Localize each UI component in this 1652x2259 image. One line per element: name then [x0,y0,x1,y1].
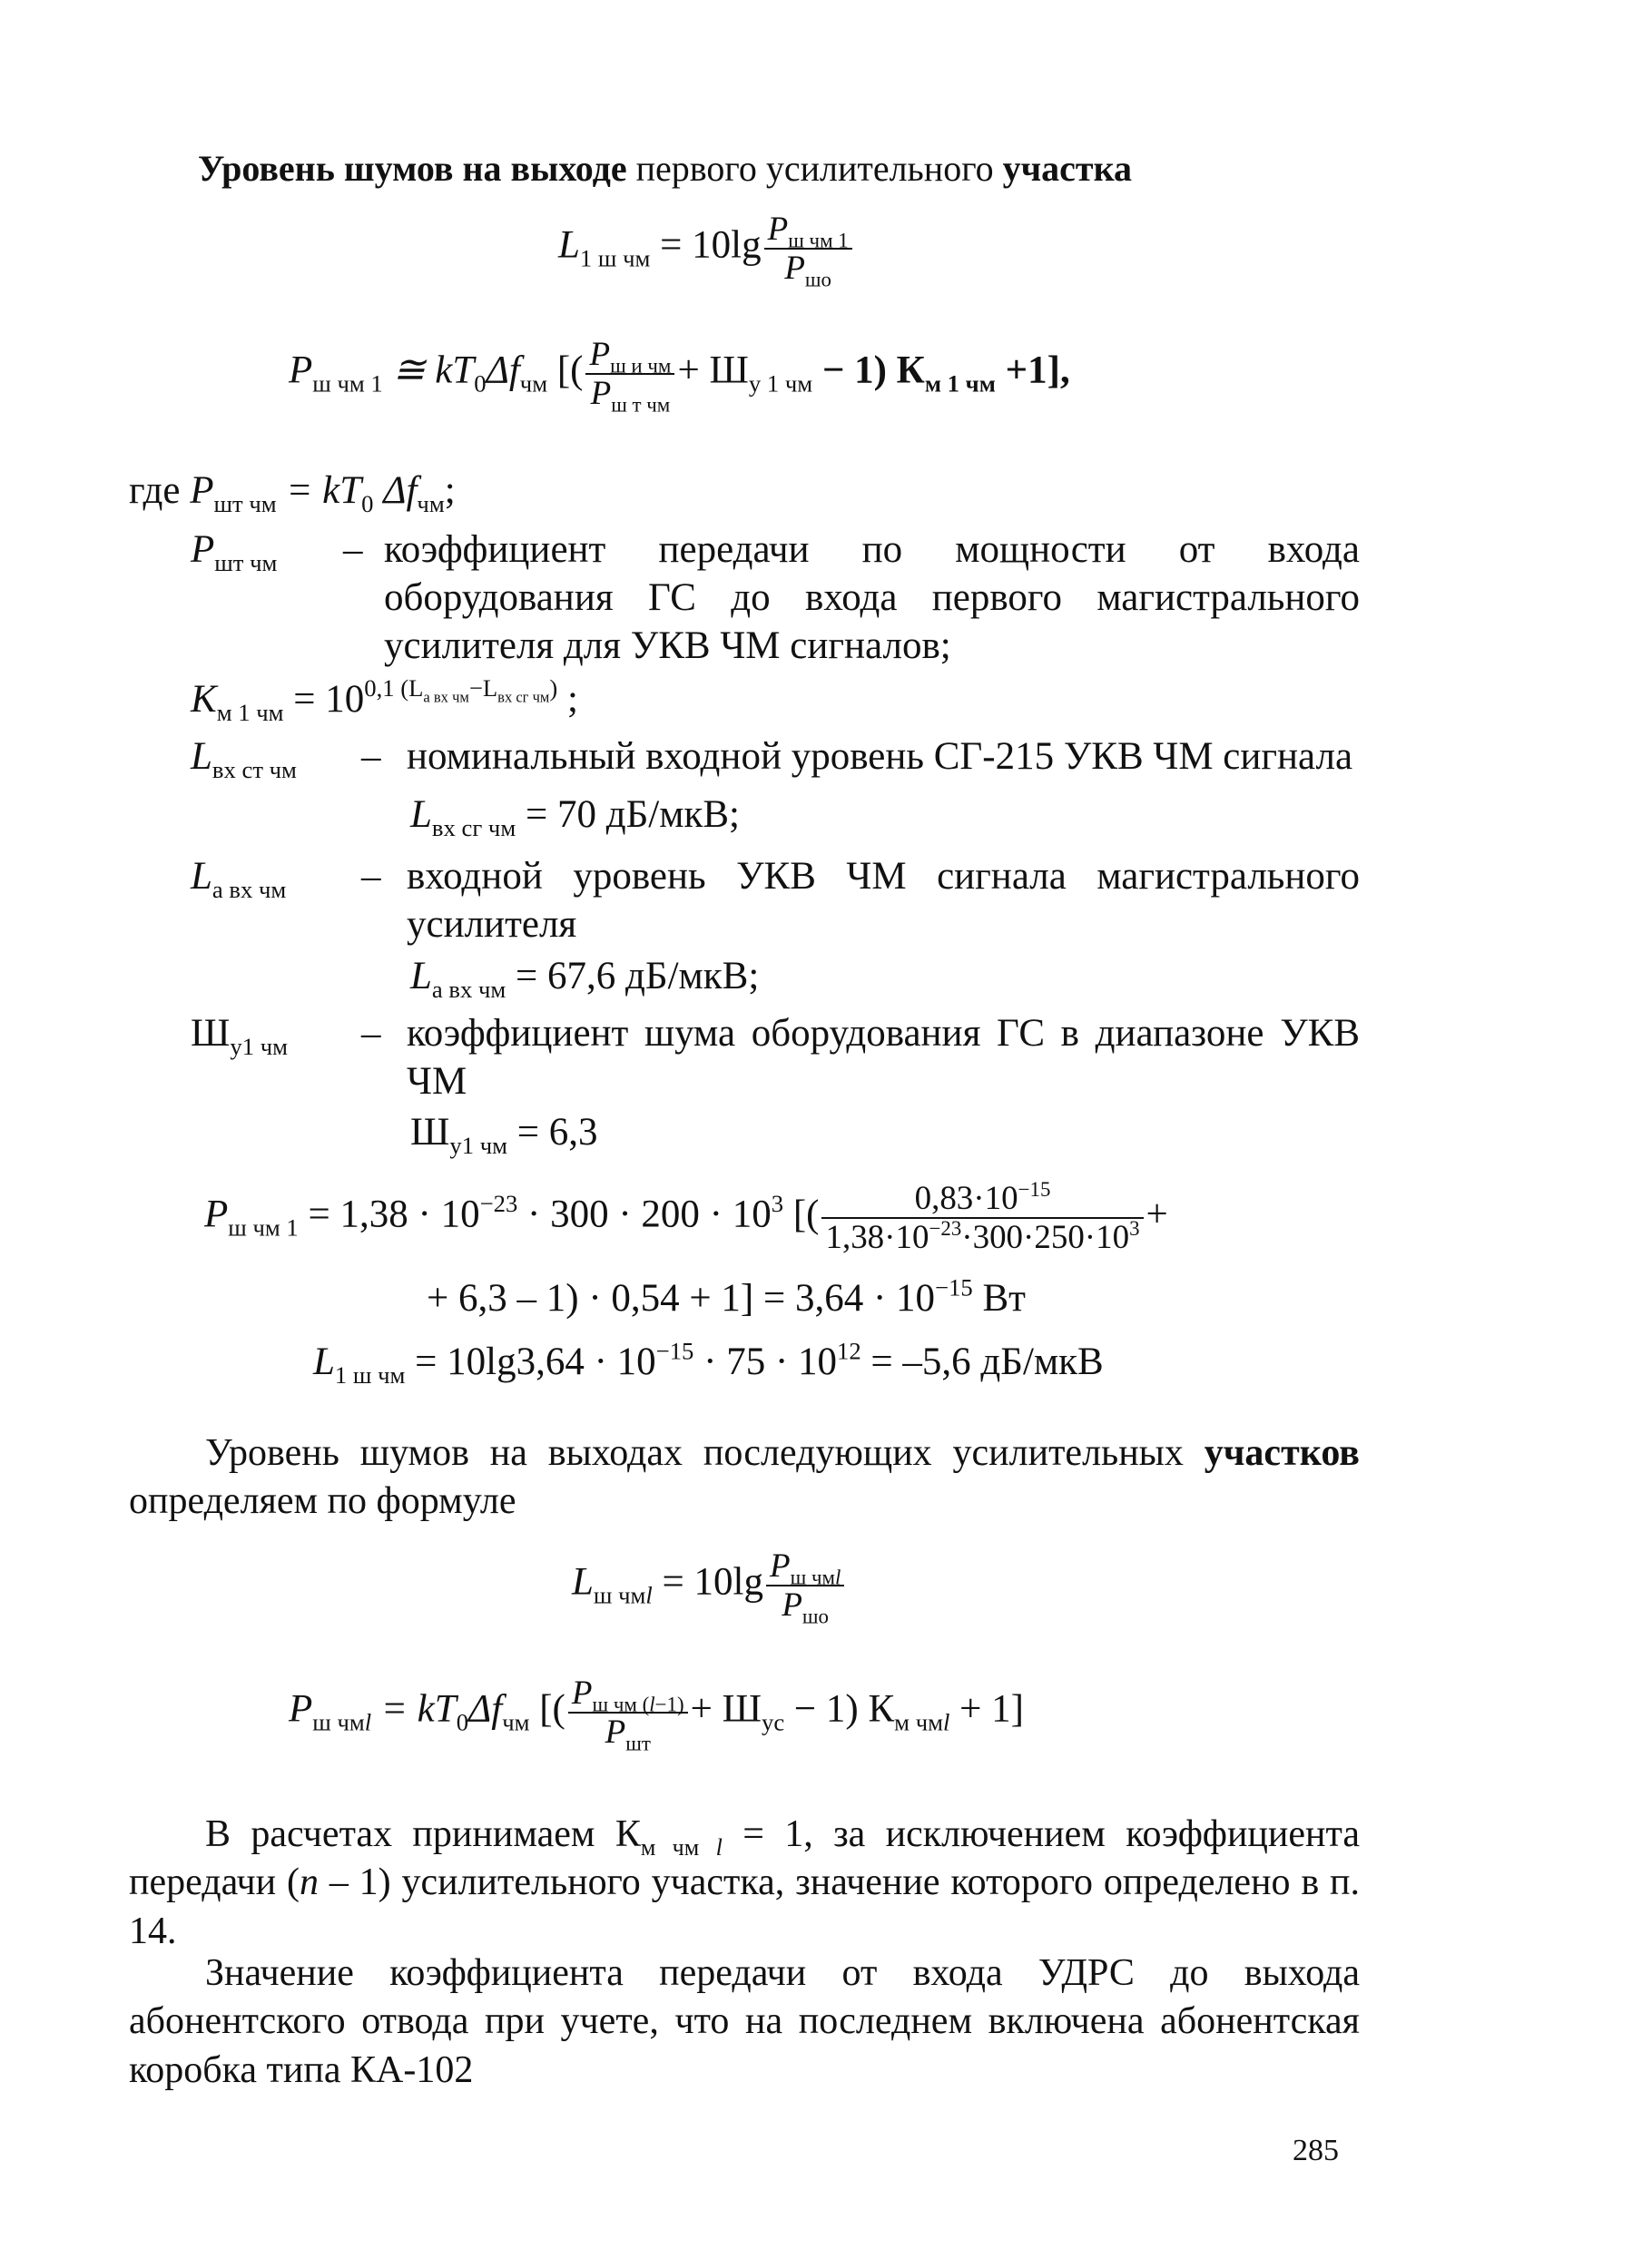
def-k-eq: = 10 [293,678,365,721]
calc1-fraction [821,1177,1143,1255]
def-la-val: = 67,6 дБ/мкВ; [516,955,760,997]
def-sh-val-sym: Ш [410,1111,450,1154]
calc1-num: 0,83·10 [914,1179,1018,1216]
eq2-num-sub: ш и чм [610,354,672,378]
paragraph-2 [129,1811,1360,1956]
eq4-minus-k: − 1) К [793,1687,895,1731]
para2-c: – 1) усилительного участка, значение которого определено в п. 14. [129,1861,1361,1952]
para1-bold: участков [1204,1432,1360,1474]
calc3-exp1: −15 [655,1337,694,1365]
calc-line-1 [204,1177,1168,1255]
eq4-num-l: l [649,1693,655,1716]
def-lvx-sub: вх ст чм [211,756,297,784]
para2-b: = 1, за исключением коэффициента передачи ( [129,1813,1361,1904]
eq2-den-sub: ш т чм [611,393,671,417]
eq3-eq: = 10lg [662,1560,763,1604]
def-lvx-sym: L [191,735,212,778]
eq1-num-sub: ш чм 1 [788,229,849,252]
calc1-den: 1,38·10 [825,1217,929,1255]
where-sym: P [190,469,214,512]
def-k-exp-mid: −L [468,674,498,702]
def-k-sub: м 1 чм [216,699,284,727]
eq3-den-sub: шо [801,1605,830,1628]
eq2-shum: + Ш [677,349,749,392]
where-label: где [129,469,181,512]
calc3-mid: · 75 · 10 [703,1341,838,1383]
heading-part1: Уровень шумов на выходе [198,148,627,189]
calc2-text: + 6,3 – 1) · 0,54 + 1] = 3,64 · 10 [427,1277,936,1320]
eq1-eq: = 10lg [660,223,762,267]
def-sh-val: = 6,3 [516,1111,598,1154]
calc1-plus: + [1146,1193,1168,1236]
eq4-lhs-l: l [364,1708,372,1736]
eq3-lhs: L [572,1560,594,1604]
calc1-den2: ·300·250·10 [961,1217,1130,1255]
eq4-num: P [571,1674,593,1711]
eq3-num-l: l [834,1566,841,1589]
def-lvx-val-sym: L [410,793,432,836]
def-p-text: коэффициент передачи по мощности от входа оборудования ГС до входа первого магистрального усилителя для УКВ ЧМ сигналов; [384,528,1360,667]
eq4-kt: = kT [380,1687,457,1731]
eq1-fraction [764,210,852,291]
def-lvx-text: номинальный входной уровень СГ-215 УКВ ЧМ сигнала [407,735,1353,778]
eq1-num: P [767,210,789,247]
eq4-tail: + 1] [959,1687,1024,1731]
eq3-den: P [782,1585,802,1623]
def-k-exp-s2: вх сг чм [497,688,550,706]
eq2-lhs-sub: ш чм 1 [312,369,383,398]
calc2-exp: −15 [935,1273,973,1301]
def-k-end: ; [566,678,578,721]
eq4-open: [( [539,1687,565,1731]
section-heading [198,147,1132,191]
where-end: ; [444,469,456,512]
def-sh-symbol [191,1010,288,1061]
def-p-sub: шт чм [214,549,278,577]
def-p-symbol [191,526,278,577]
def-k-line [191,674,578,727]
calc1-open: [( [792,1193,820,1236]
def-lvx-value [410,791,740,842]
page-number: 285 [1293,2134,1339,2167]
heading-part2: первого усилительного [635,148,994,189]
def-la-sub: а вх чм [211,876,287,904]
calc1-rhs2: · 300 · 200 · 10 [527,1193,772,1236]
def-la-text: входной уровень УКВ ЧМ сигнала магистрального усилителя [407,855,1360,946]
eq4-den-sub: шт [625,1732,651,1755]
eq4-df-sub: чм [502,1708,530,1736]
def-la-symbol [191,853,287,904]
def-lvx-val: = 70 дБ/мкВ; [525,793,740,836]
eq4-shum: + Ш [690,1687,762,1731]
def-lvx-symbol [191,733,297,784]
eq4-shum-sub: ус [761,1708,785,1736]
para2-n: n [299,1861,319,1904]
def-k-exp-s1: а вх чм [423,688,469,706]
where-rhs-sub: 0 [361,490,374,518]
eq4-k-sub: м чм [894,1708,943,1736]
def-k-exp: 0,1 (L [364,674,424,702]
eq1-den-sub: шо [804,268,832,291]
eq2-open: [( [556,349,584,392]
eq3-lhs-sub: ш чм [593,1581,646,1609]
calc1-den-exp2: 3 [1129,1216,1140,1240]
eq3-fraction [766,1547,844,1628]
def-la-dash: – [361,855,381,898]
where-sym-sub: шт чм [213,490,277,518]
para2-sub: м чм [640,1833,700,1861]
where-rhs2: Δf [383,469,418,512]
para2-l: l [715,1833,723,1861]
def-k-exp-end: ) [549,674,558,702]
def-sh-sym: Ш [191,1012,231,1055]
def-p-sym: P [191,528,215,571]
calc1-exp1: −23 [479,1190,518,1218]
eq2-fraction [585,335,674,417]
para1-text: Уровень шумов на выходах последующих усилительных [205,1432,1184,1474]
calc3-rhs: = 10lg3,64 · 10 [415,1341,656,1383]
calc-line-3 [313,1337,1104,1390]
eq2-lhs: P [289,349,313,392]
eq4-den: P [605,1712,626,1750]
heading-part3: участка [1002,148,1133,189]
eq1-den: P [784,248,805,286]
equation-pshchml [289,1674,1024,1755]
equation-pshchm1 [289,335,1070,417]
def-lvx-val-sub: вх сг чм [431,814,516,842]
eq2-df: Δf [486,349,520,392]
eq1-lhs-sub: 1 ш чм [579,244,651,272]
eq2-tail: +1], [1005,349,1070,392]
calc1-num-exp: −15 [1018,1177,1051,1201]
eq4-num-sub2: −1) [654,1693,684,1716]
calc-line-2 [427,1275,1026,1322]
where-rhs2-sub: чм [417,490,445,518]
calc3-lhs: L [313,1341,335,1383]
eq4-fraction [568,1674,688,1755]
equation-lshchml [572,1547,847,1628]
def-lvx-dash: – [361,735,381,778]
eq2-minus-k: − 1) К [821,349,925,392]
where-line [129,467,456,518]
eq2-shum-sub: у 1 чм [748,369,813,398]
eq2-kt: ≅ kT [392,349,475,392]
def-la-sym: L [191,855,212,898]
def-sh-sub: у1 чм [230,1033,288,1061]
eq1-lhs: L [558,223,580,267]
def-la-val-sub: а вх чм [431,976,506,1004]
def-sh-text: коэффициент шума оборудования ГС в диапазоне УКВ ЧМ [407,1012,1360,1103]
eq2-den: P [590,373,612,411]
para2-a: В расчетах принимаем К [205,1813,641,1855]
def-p-dash: – [343,528,363,571]
eq4-lhs: P [289,1687,313,1731]
eq3-lhs-l: l [645,1581,653,1609]
eq3-num: P [770,1547,791,1584]
eq2-num: P [589,335,611,372]
calc3-lhs-sub: 1 ш чм [334,1361,406,1390]
eq4-k-l: l [942,1708,950,1736]
def-sh-val-sub: у1 чм [449,1132,507,1160]
def-la-val-sym: L [410,955,432,997]
eq4-kt-sub: 0 [456,1708,469,1736]
def-sh-dash: – [361,1012,381,1055]
calc2-unit: Вт [982,1277,1026,1320]
eq4-lhs-sub: ш чм [312,1708,365,1736]
calc1-den-exp: −23 [929,1216,962,1240]
def-k-sym: K [191,678,217,721]
para3-text: Значение коэффициента передачи от входа УДРС до выхода абонентского отвода при учете, что на последнем включена абонентская коробка типа КА-102 [129,1952,1360,2091]
eq2-df-sub: чм [519,369,548,398]
paragraph-3 [129,1950,1360,2095]
calc1-lhs: P [204,1193,229,1236]
para1-text2: определяем по формуле [129,1480,516,1523]
calc3-end: = –5,6 дБ/мкВ [870,1341,1104,1383]
calc1-lhs-sub: ш чм 1 [228,1213,299,1242]
calc1-rhs: = 1,38 · 10 [308,1193,480,1236]
def-sh-value [410,1109,598,1160]
eq2-k-sub: м 1 чм [924,369,996,398]
eq3-num-sub: ш чм [790,1566,835,1589]
where-rhs: = kT [286,469,362,512]
calc3-exp2: 12 [837,1337,861,1365]
equation-l1 [558,210,855,291]
eq4-df: Δf [468,1687,503,1731]
eq2-kt-sub: 0 [474,369,487,398]
paragraph-1 [129,1429,1360,1527]
calc1-exp2: 3 [771,1190,784,1218]
def-la-value [410,953,760,1004]
eq4-num-sub: ш чм ( [592,1693,650,1716]
